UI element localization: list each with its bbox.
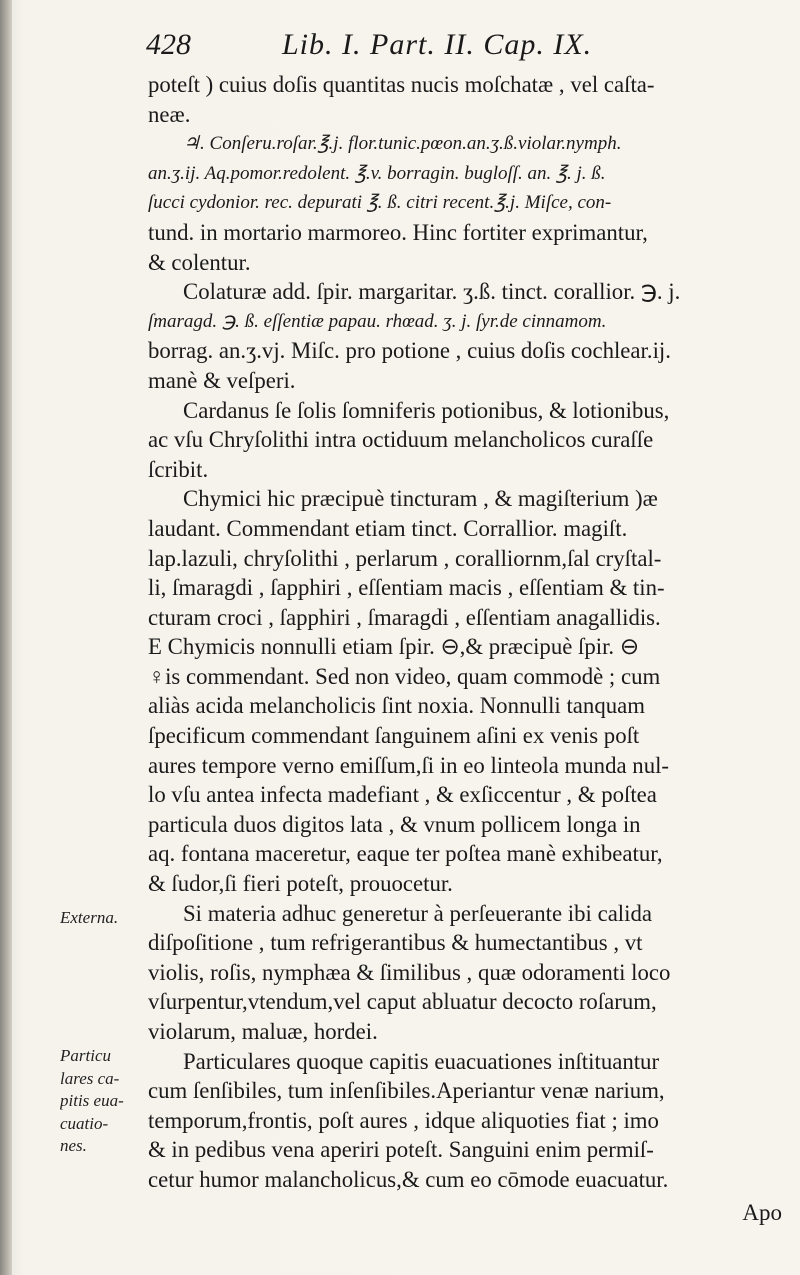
- text-line: laudant. Commendant etiam tinct. Corrallior. magiſt.: [148, 515, 628, 541]
- page-header: [142, 28, 762, 64]
- text-line: lo vſu antea infecta madefiant , & exſiccentur , & poſtea: [148, 782, 657, 808]
- text-line: Cardanus ſe ſolis ſomniferis potionibus, & lotionibus,: [183, 397, 670, 423]
- recipe-line: an.ʒ.ij. Aq.pomor.redolent. ℥.v. borragin. bugloſſ. an. ℥. j. ß.: [148, 162, 606, 184]
- text-line: cturam croci , ſapphiri , ſmaragdi , eſſentiam anagallidis.: [148, 604, 661, 630]
- main-text: [148, 70, 768, 1195]
- margin-note-line: cuatio-: [60, 1113, 109, 1133]
- text-line: violarum, maluæ, hordei.: [148, 1019, 378, 1044]
- text-line: cum ſenſibiles, tum inſenſibiles.Aperiantur venæ narium,: [148, 1078, 665, 1104]
- recipe-line: ♃. Conſeru.roſar.℥.j. flor.tunic.pœon.an.ʒ.ß.violar.nymph.: [183, 133, 622, 155]
- text-line: violis, roſis, nymphæa & ſimilibus , quæ odoramenti loco: [148, 959, 671, 985]
- margin-note-line: nes.: [60, 1136, 87, 1155]
- text-line: Si materia adhuc generetur à perſeuerante ibi calida: [183, 900, 652, 926]
- text-line: ac vſu Chryſolithi intra octiduum melancholicos curaſſe: [148, 427, 654, 453]
- text-line: temporum,frontis, poſt aures , idque aliquoties fiat ; imo: [148, 1107, 659, 1133]
- text-line: borrag. an.ʒ.vj. Miſc. pro potione , cuius doſis cochlear.ij.: [148, 338, 671, 364]
- text-line: aq. fontana maceretur, eaque ter poſtea manè exhibeatur,: [148, 841, 663, 867]
- text-line: & ſudor,ſi fieri poteſt, prouocetur.: [148, 871, 453, 897]
- text-line: neæ.: [148, 101, 191, 127]
- page-gutter-edge: [0, 0, 12, 1275]
- text-line: li, ſmaragdi , ſapphiri , eſſentiam macis , eſſentiam & tin-: [148, 575, 665, 601]
- text-line: lap.lazuli, chryſolithi , perlarum , coralliornm,ſal cryſtal-: [148, 545, 662, 571]
- text-line: particula duos digitos lata , & vnum pollicem longa in: [148, 811, 641, 837]
- text-line: cetur humor malancholicus,& cum eo cōmode euacuatur.: [148, 1166, 669, 1192]
- margin-note-text: Externa.: [60, 908, 119, 927]
- text-line: ♀is commendant. Sed non video, quam commodè ; cum: [148, 663, 661, 689]
- margin-note-line: Particu: [60, 1046, 111, 1065]
- text-line: & colentur.: [148, 249, 251, 275]
- page-number: 428: [146, 28, 191, 61]
- text-line: ſpecificum commendant ſanguinem aſini ex venis poſt: [148, 723, 640, 749]
- margin-note-line: lares ca-: [60, 1068, 120, 1088]
- text-line: tund. in mortario marmoreo. Hinc fortiter exprimantur,: [148, 219, 648, 245]
- margin-note-line: pitis eua-: [60, 1091, 124, 1110]
- catchword: Apo: [742, 1200, 782, 1225]
- text-line: ſcribit.: [148, 456, 209, 482]
- margin-note-particulares: [60, 1045, 150, 1158]
- recipe-line: ſmaragd. ℈. ß. eſſentiæ papau. rhœad. ʒ. j. ſyr.de cinnamom.: [148, 310, 607, 332]
- text-line: E Chymicis nonnulli etiam ſpir. ⊖,& præcipuè ſpir. ⊖: [148, 634, 639, 660]
- text-line: poteſt ) cuius doſis quantitas nucis moſchatæ , vel caſta-: [148, 72, 655, 97]
- text-line: vſurpentur,vtendum,vel caput abluatur decocto roſarum,: [148, 989, 657, 1015]
- running-title: Lib. I. Part. II. Cap. IX.: [282, 28, 593, 61]
- text-line: aliàs acida melancholicis ſint noxia. Nonnulli tanquam: [148, 693, 645, 719]
- recipe-line: Colaturæ add. ſpir. margaritar. ʒ.ß. tinct. corallior. ℈. j.: [183, 279, 681, 305]
- text-line: manè & veſperi.: [148, 367, 296, 393]
- margin-note-externa: [60, 907, 150, 930]
- text-line: aures tempore verno emiſſum,ſi in eo linteola munda nul-: [148, 752, 670, 778]
- text-line: Particulares quoque capitis euacuationes inſtituantur: [183, 1048, 660, 1074]
- text-line: & in pedibus vena aperiri poteſt. Sanguini enim permiſ-: [148, 1137, 654, 1163]
- recipe-line: ſucci cydonior. rec. depurati ℥. ß. citri recent.℥.j. Miſce, con-: [148, 192, 612, 214]
- text-line: Chymici hic præcipuè tincturam , & magiſterium )æ: [183, 486, 658, 512]
- text-line: diſpoſitione , tum refrigerantibus & humectantibus , vt: [148, 930, 643, 956]
